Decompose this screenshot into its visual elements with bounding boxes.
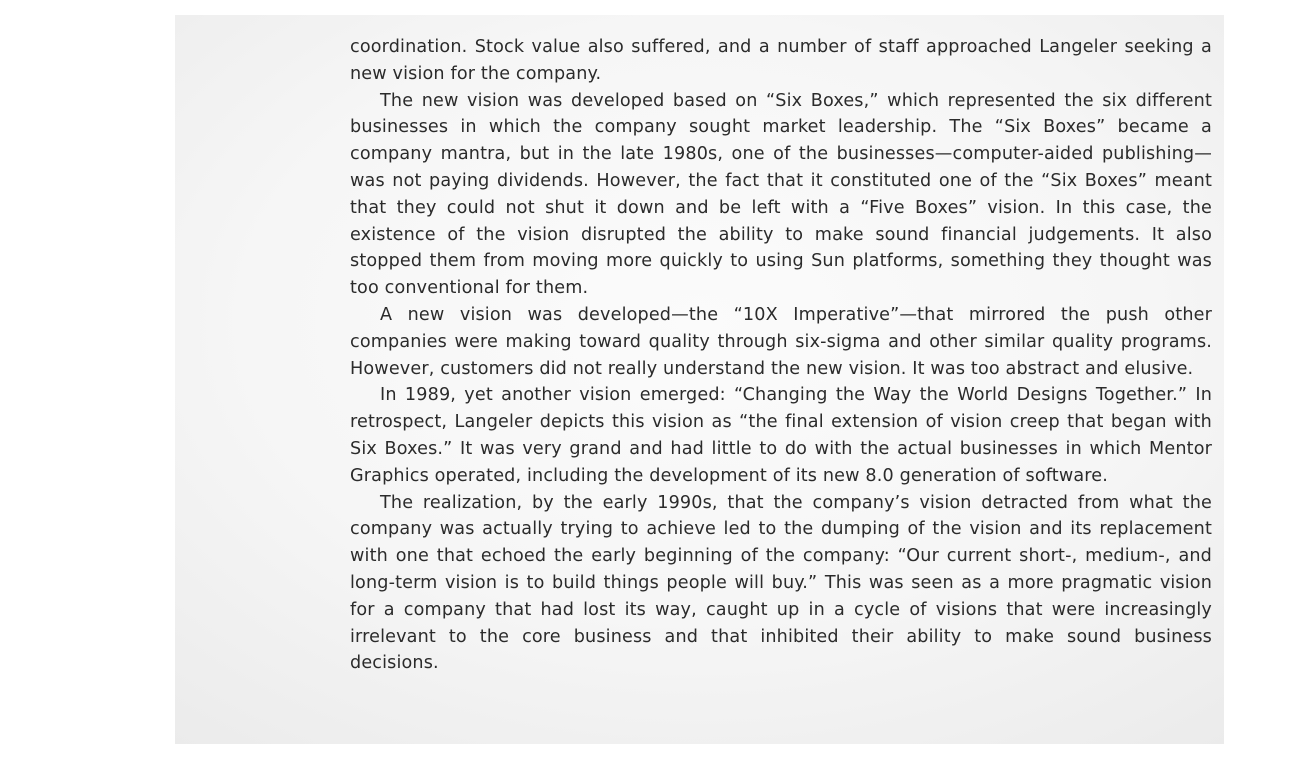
paragraph-continuation: coordination. Stock value also suffered, and a number of staff approached Langeler seeking a new vision for the company. (350, 37, 1212, 84)
page-panel (175, 15, 1224, 744)
body-text (350, 34, 1212, 677)
paragraph-six-boxes: The new vision was developed based on “Six Boxes,” which represented the six different businesses in which the company sought market leadership. The “Six Boxes” became a company mantra, but in the late 1980s, one of the businesses—computer-aided publishing—was not paying dividends. However, the fact that it constituted one of the “Six Boxes” meant that they could not shut it down and be left with a “Five Boxes” vision. In this case, the existence of the vision disrupted the ability to make sound financial judgements. It also stopped them from moving more quickly to using Sun platforms, something they thought was too conventional for them. (350, 90, 1212, 299)
paragraph-realization: The realization, by the early 1990s, that the company’s vision detracted from what the company was actually trying to achieve led to the dumping of the vision and its replacement with one that echoed the early beginning of the company: “Our current short-, medium-, and long-term vision is to build things people will buy.” This was seen as a more pragmatic vision for a company that had lost its way, caught up in a cycle of visions that were increasingly irrelevant to the core business and that inhibited their ability to make sound business decisions. (350, 492, 1212, 674)
paragraph-10x-imperative: A new vision was developed—the “10X Imperative”—that mirrored the push other companies were making toward quality through six-sigma and other similar quality programs. However, customers did not really understand the new vision. It was too abstract and elusive. (350, 304, 1212, 379)
paragraph-1989-vision: In 1989, yet another vision emerged: “Changing the Way the World Designs Together.” In retrospect, Langeler depicts this vision as “the final extension of vision creep that began with Six Boxes.” It was very grand and had little to do with the actual businesses in which Mentor Graphics operated, including the development of its new 8.0 generation of software. (350, 385, 1212, 486)
